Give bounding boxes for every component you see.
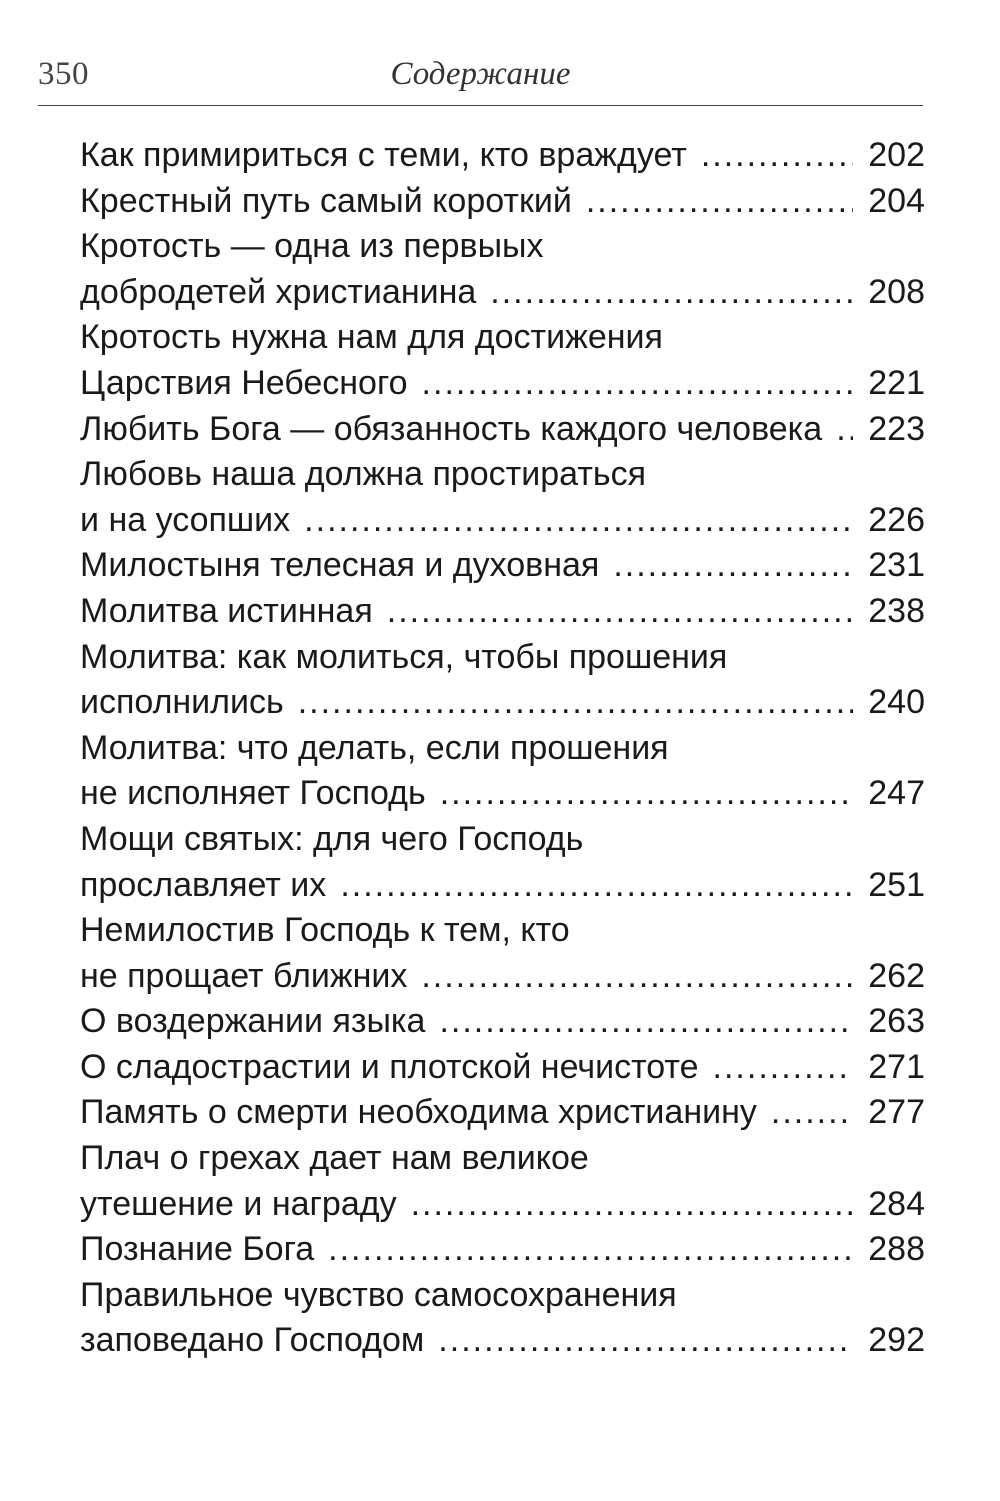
toc-entry-title: Память о смерти необходима христианину bbox=[80, 1093, 757, 1132]
toc-entry-line bbox=[80, 361, 925, 407]
toc-entry-title: заповедано Господом bbox=[80, 1321, 425, 1360]
toc-page-number: 271 bbox=[868, 1047, 925, 1086]
toc-page-number: 204 bbox=[868, 181, 925, 220]
toc-entry-line bbox=[80, 1227, 925, 1273]
toc-entry-title: утешение и награду bbox=[80, 1184, 397, 1223]
toc-page-number: 221 bbox=[868, 363, 925, 402]
toc-entry-line bbox=[80, 680, 925, 726]
toc-entry-line bbox=[80, 863, 925, 909]
toc-entry-line bbox=[80, 1318, 925, 1364]
toc-entry-title: Кротость — одна из первыых bbox=[80, 227, 544, 266]
toc-page-number: 208 bbox=[868, 272, 925, 311]
toc-entry-title: Как примириться с теми, кто враждует bbox=[80, 136, 687, 174]
toc-entry-title: Молитва истинная bbox=[80, 591, 373, 630]
toc-entry-line bbox=[80, 908, 925, 954]
dot-leader bbox=[340, 863, 853, 909]
toc-entry bbox=[80, 179, 925, 225]
toc-page-number: 262 bbox=[868, 956, 925, 995]
toc-entry-title: Правильное чувство самосохранения bbox=[80, 1275, 677, 1314]
toc-entry-line bbox=[80, 999, 925, 1045]
dot-leader bbox=[836, 407, 853, 453]
toc-entry-line bbox=[80, 1136, 925, 1182]
toc-entry-line bbox=[80, 726, 925, 772]
toc-entry-title: Царствия Небесного bbox=[80, 363, 408, 402]
toc-entry-title: Любить Бога — обязанность каждого человека bbox=[80, 409, 823, 448]
dot-leader bbox=[701, 133, 853, 179]
toc-entry bbox=[80, 726, 925, 817]
dot-leader bbox=[387, 589, 853, 635]
toc-entry-line bbox=[80, 224, 925, 270]
toc-entry-title: Плач о грехах дает нам великое bbox=[80, 1139, 589, 1178]
toc-page-number: 292 bbox=[868, 1321, 925, 1360]
header-rule bbox=[38, 105, 923, 106]
toc-entry-line bbox=[80, 1182, 925, 1228]
dot-leader bbox=[298, 680, 853, 726]
toc-page-number: 284 bbox=[868, 1184, 925, 1223]
toc-entry bbox=[80, 224, 925, 315]
dot-leader bbox=[440, 771, 853, 817]
dot-leader bbox=[438, 1318, 853, 1364]
toc-page-number: 240 bbox=[868, 683, 925, 722]
toc-entry bbox=[80, 908, 925, 999]
toc-entry-title: Милостыня телесная и духовная bbox=[80, 546, 600, 585]
toc-entry-title: Молитва: что делать, если прошения bbox=[80, 728, 669, 767]
toc-entry bbox=[80, 452, 925, 543]
toc-entry bbox=[80, 1136, 925, 1227]
toc-entry bbox=[80, 1227, 925, 1273]
toc-entry-line bbox=[80, 1273, 925, 1319]
toc-entry bbox=[80, 589, 925, 635]
toc-page-number: 277 bbox=[868, 1093, 925, 1132]
toc-page-number: 226 bbox=[868, 500, 925, 539]
toc-entry-title: Мощи святых: для чего Господь bbox=[80, 819, 584, 858]
toc-entry-title: Крестный путь самый короткий bbox=[80, 181, 572, 220]
toc-entry-line bbox=[80, 133, 925, 179]
toc-entry-title: Кротость нужна нам для достижения bbox=[80, 318, 663, 357]
toc-entry bbox=[80, 999, 925, 1045]
toc-entry bbox=[80, 407, 925, 453]
dot-leader bbox=[422, 361, 853, 407]
dot-leader bbox=[411, 1182, 853, 1228]
dot-leader bbox=[586, 179, 853, 225]
dot-leader bbox=[328, 1227, 853, 1273]
toc-entry-line bbox=[80, 407, 925, 453]
running-title: Содержание bbox=[390, 56, 571, 92]
dot-leader bbox=[771, 1090, 853, 1136]
toc-page-number: 202 bbox=[868, 136, 925, 174]
toc-entry-title: Любовь наша должна простираться bbox=[80, 455, 647, 494]
toc-entry-title: добродетей христианина bbox=[80, 272, 477, 311]
toc-entry-line bbox=[80, 452, 925, 498]
dot-leader bbox=[304, 498, 853, 544]
toc-entry-line bbox=[80, 270, 925, 316]
toc-page-number: 223 bbox=[868, 409, 925, 448]
toc-page-number: 238 bbox=[868, 591, 925, 630]
toc-entry-title: не прощает ближних bbox=[80, 956, 408, 995]
toc-entry-line bbox=[80, 589, 925, 635]
toc-entry bbox=[80, 635, 925, 726]
toc-entry-line bbox=[80, 771, 925, 817]
toc-entry-line bbox=[80, 315, 925, 361]
toc-entry-title: не исполняет Господь bbox=[80, 774, 426, 813]
toc-page-number: 263 bbox=[868, 1002, 925, 1041]
toc-entry bbox=[80, 1090, 925, 1136]
toc-page-number: 288 bbox=[868, 1230, 925, 1269]
dot-leader bbox=[439, 999, 853, 1045]
toc-entry-title: О сладострастии и плотской нечистоте bbox=[80, 1047, 699, 1086]
toc-entry bbox=[80, 1273, 925, 1364]
toc-entry-title: О воздержании языка bbox=[80, 1002, 426, 1041]
toc-entry-line bbox=[80, 179, 925, 225]
dot-leader bbox=[613, 543, 853, 589]
toc-entry bbox=[80, 315, 925, 406]
toc-entry-title: и на усопших bbox=[80, 500, 291, 539]
toc-entry-title: Немилостив Господь к тем, кто bbox=[80, 911, 570, 950]
page-number: 350 bbox=[38, 56, 89, 92]
toc-entry bbox=[80, 817, 925, 908]
toc-entry bbox=[80, 1045, 925, 1091]
toc-entry-title: исполнились bbox=[80, 683, 284, 722]
dot-leader bbox=[713, 1045, 853, 1091]
toc-entry-title: Молитва: как молиться, чтобы прошения bbox=[80, 637, 728, 676]
dot-leader bbox=[421, 954, 853, 1000]
toc-entry-line bbox=[80, 954, 925, 1000]
toc-entry-line bbox=[80, 498, 925, 544]
toc-entry-title: прославляет их bbox=[80, 865, 327, 904]
toc-page-number: 247 bbox=[868, 774, 925, 813]
toc-entry-line bbox=[80, 817, 925, 863]
table-of-contents bbox=[80, 133, 925, 1364]
toc-entry bbox=[80, 543, 925, 589]
toc-entry-title: Познание Бога bbox=[80, 1230, 315, 1269]
toc-entry bbox=[80, 133, 925, 179]
toc-entry-line bbox=[80, 1045, 925, 1091]
dot-leader bbox=[490, 270, 853, 316]
toc-entry-line bbox=[80, 1090, 925, 1136]
toc-entry-line bbox=[80, 543, 925, 589]
toc-page-number: 231 bbox=[868, 546, 925, 585]
toc-page-number: 251 bbox=[868, 865, 925, 904]
toc-entry-line bbox=[80, 635, 925, 681]
page-header bbox=[38, 50, 923, 106]
